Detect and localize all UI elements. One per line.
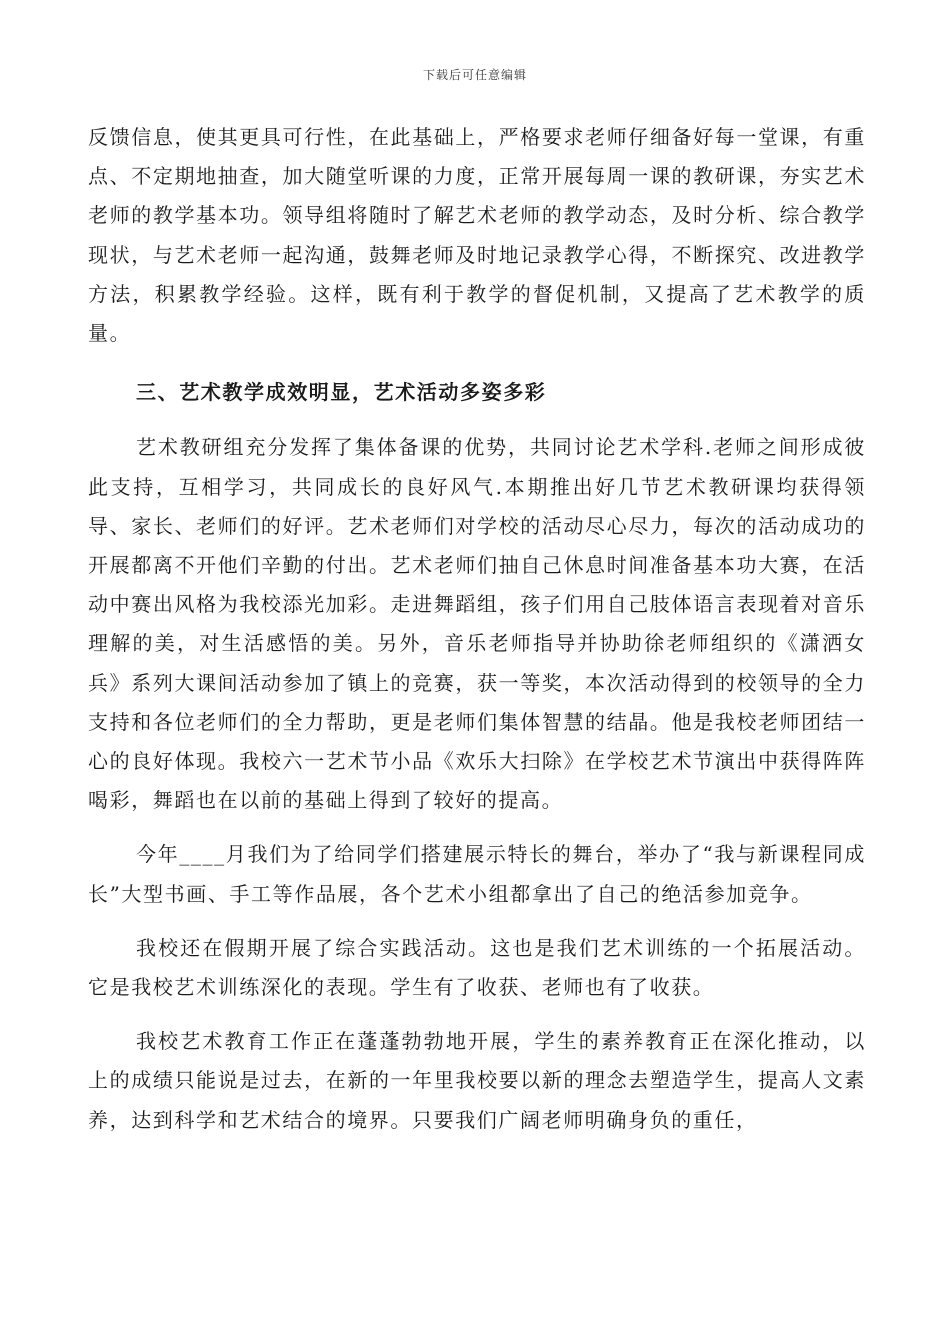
section-heading: 三、艺术教学成效明显，艺术活动多姿多彩 bbox=[136, 380, 547, 405]
paragraph-exhibition: 今年____月我们为了给同学们搭建展示特长的舞台，举办了“我与新课程同成长”大型书画、手工等作品展，各个艺术小组都拿出了自己的绝活参加竞争。 bbox=[88, 842, 866, 906]
document-body bbox=[88, 118, 866, 1140]
paragraph-art-research: 艺术教研组充分发挥了集体备课的优势，共同讨论艺术学科.老师之间形成彼此支持，互相学习，共同成长的良好风气.本期推出好几节艺术教研课均获得领导、家长、老师们的好评。艺术老师们对学校的活动尽心尽力，每次的活动成功的开展都离不开他们辛勤的付出。艺术老师们抽自己休息时间准备基本功大赛，在活动中赛出风格为我校添光加彩。走进舞蹈组，孩子们用自己肢体语言表现着对音乐理解的美，对生活感悟的美。另外，音乐老师指导并协助徐老师组织的《潇洒女兵》系列大课间活动参加了镇上的竞赛，获一等奖，本次活动得到的校领导的全力支持和各位老师们的全力帮助，更是老师们集体智慧的结晶。他是我校老师团结一心的良好体现。我校六一艺术节小品《欢乐大扫除》在学校艺术节演出中获得阵阵喝彩，舞蹈也在以前的基础上得到了较好的提高。 bbox=[88, 435, 866, 813]
paragraph-practice: 我校还在假期开展了综合实践活动。这也是我们艺术训练的一个拓展活动。它是我校艺术训练深化的表现。学生有了收获、老师也有了收获。 bbox=[88, 935, 866, 1000]
paragraph-feedback: 反馈信息，使其更具可行性，在此基础上，严格要求老师仔细备好每一堂课，有重点、不定期地抽查，加大随堂听课的力度，正常开展每周一课的教研课，夯实艺术老师的教学基本功。领导组将随时了解艺术老师的教学动态，及时分析、综合教学现状，与艺术老师一起沟通，鼓舞老师及时地记录教学心得，不断探究、改进教学方法，积累教学经验。这样，既有利于教学的督促机制，又提高了艺术教学的质量。 bbox=[88, 125, 866, 346]
header-note: 下载后可任意编辑 bbox=[422, 68, 527, 82]
paragraph-outlook: 我校艺术教育工作正在蓬蓬勃勃地开展，学生的素养教育正在深化推动，以上的成绩只能说是过去，在新的一年里我校要以新的理念去塑造学生，提高人文素养，达到科学和艺术结合的境界。只要我们广阔老师明确身负的重任， bbox=[88, 1029, 866, 1132]
